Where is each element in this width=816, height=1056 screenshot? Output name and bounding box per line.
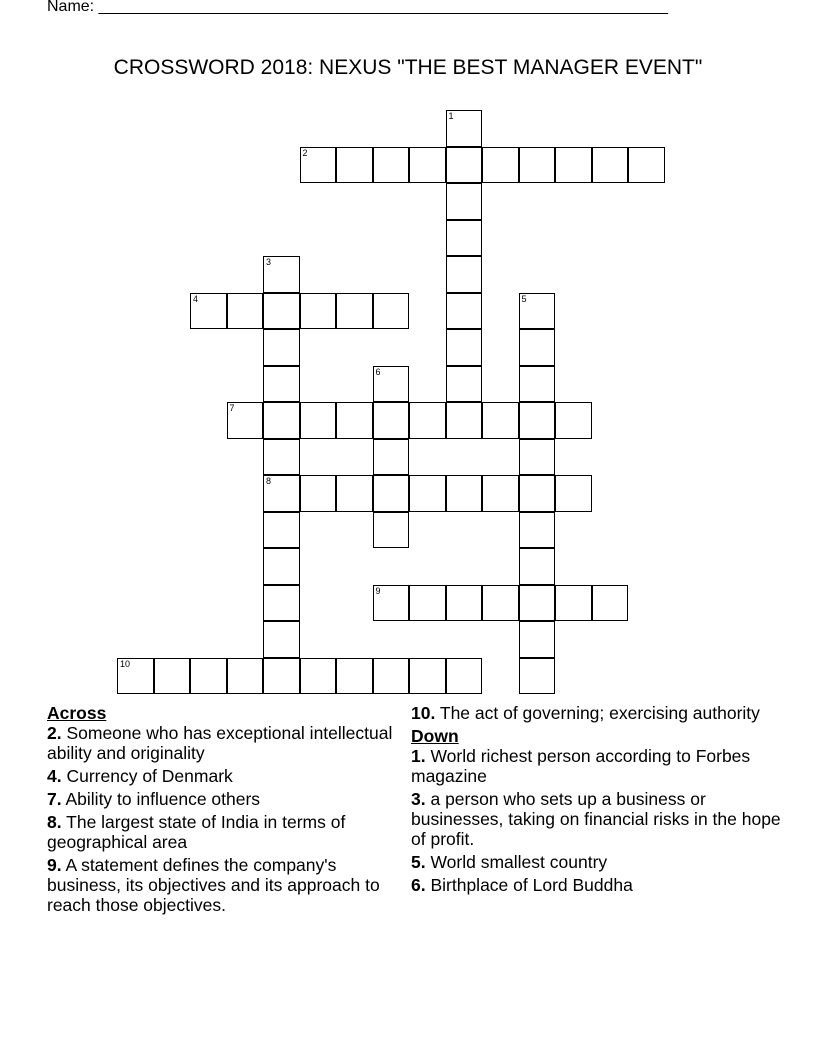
crossword-cell[interactable] [519,329,556,366]
crossword-cell[interactable] [300,147,337,184]
clue-number: 1. [411,746,426,766]
crossword-cell[interactable] [300,475,337,512]
clue-item [47,855,407,915]
crossword-cell[interactable] [300,402,337,439]
crossword-cell[interactable] [300,658,337,695]
crossword-cell[interactable] [446,366,483,403]
crossword-cell[interactable] [263,512,300,549]
clue-text: A statement defines the company's business, its objectives and its approach to reach those objectives. [47,855,380,915]
crossword-cell[interactable] [190,293,227,330]
crossword-cell[interactable] [409,147,446,184]
cell-number: 6 [375,366,381,377]
clue-item [47,723,407,763]
down-clue-list [411,746,781,895]
crossword-cell[interactable] [519,585,556,622]
crossword-cell[interactable] [373,475,410,512]
crossword-cell[interactable] [373,366,410,403]
crossword-cell[interactable] [373,658,410,695]
across-heading: Across [47,703,107,723]
crossword-cell[interactable] [446,183,483,220]
crossword-cell[interactable] [263,293,300,330]
crossword-cell[interactable] [519,293,556,330]
crossword-cell[interactable] [446,256,483,293]
crossword-cell[interactable] [263,329,300,366]
cell-number: 8 [266,476,272,486]
down-heading: Down [411,726,459,746]
crossword-cell[interactable] [446,585,483,622]
clue-item [411,875,781,895]
page-title: CROSSWORD 2018: NEXUS "THE BEST MANAGER EVENT" [113,56,703,79]
crossword-cell[interactable] [336,402,373,439]
crossword-cell[interactable] [409,402,446,439]
crossword-cell[interactable] [555,402,592,439]
clue-number: 10. [411,703,436,723]
cell-number: 10 [120,658,131,669]
clue-number: 6. [411,875,426,895]
clue-text: The act of governing; exercising authority [435,703,760,723]
crossword-cell[interactable] [519,621,556,658]
crossword-cell[interactable] [446,220,483,257]
crossword-cell[interactable] [409,658,446,695]
crossword-cell[interactable] [555,585,592,622]
crossword-cell[interactable] [519,475,556,512]
clue-item [47,812,407,852]
crossword-cell[interactable] [519,439,556,476]
crossword-cell[interactable] [519,402,556,439]
clues-left-column [47,703,407,918]
cell-number: 5 [521,293,527,304]
crossword-cell[interactable] [227,293,264,330]
crossword-cell[interactable] [227,402,264,439]
across-clue-list [47,723,407,915]
across-clue-list-continued [411,703,781,723]
clue-text: Ability to influence others [61,789,261,809]
clues-right-column [411,703,781,898]
clue-item [47,789,407,809]
cell-number: 7 [229,403,235,413]
clue-number: 5. [411,852,426,872]
name-field[interactable]: Name: ________________________________________________________________ [47,0,669,15]
crossword-cell[interactable] [555,475,592,512]
crossword-cell[interactable] [263,548,300,585]
crossword-cell[interactable] [373,402,410,439]
crossword-cell[interactable] [555,147,592,184]
crossword-cell[interactable] [263,439,300,476]
cell-number: 2 [302,147,308,158]
crossword-cell[interactable] [263,366,300,403]
crossword-cell[interactable] [373,293,410,330]
clue-item [47,766,407,786]
clue-text: Someone who has exceptional intellectual ability and originality [47,723,393,763]
crossword-cell[interactable] [373,512,410,549]
cell-number: 3 [266,257,272,267]
crossword-cell[interactable] [446,110,483,147]
clue-number: 3. [411,789,426,809]
clue-text: World richest person according to Forbes magazine [411,746,751,786]
crossword-cell[interactable] [482,402,519,439]
clue-number: 2. [47,723,62,743]
crossword-cell[interactable] [336,293,373,330]
crossword-cell[interactable] [482,585,519,622]
clue-item [411,746,781,786]
crossword-cell[interactable] [446,293,483,330]
crossword-cell[interactable] [263,402,300,439]
clue-number: 9. [47,855,62,875]
clue-text: a person who sets up a business or businesses, taking on financial risks in the hope of profit. [411,789,781,849]
clue-number: 4. [47,766,62,786]
crossword-cell[interactable] [482,475,519,512]
crossword-cell[interactable] [336,475,373,512]
crossword-cell[interactable] [373,147,410,184]
crossword-cell[interactable] [592,585,629,622]
crossword-cell[interactable] [446,658,483,695]
crossword-cell[interactable] [263,475,300,512]
crossword-cell[interactable] [263,256,300,293]
crossword-cell[interactable] [263,621,300,658]
crossword-cell[interactable] [190,658,227,695]
crossword-cell[interactable] [300,293,337,330]
crossword-cell[interactable] [519,658,556,695]
crossword-cell[interactable] [446,329,483,366]
crossword-cell[interactable] [117,658,154,695]
crossword-cell[interactable] [263,658,300,695]
clue-text: Birthplace of Lord Buddha [425,875,633,895]
cell-number: 9 [375,585,381,596]
crossword-cell[interactable] [519,512,556,549]
crossword-cell[interactable] [519,548,556,585]
clue-text: Currency of Denmark [61,766,233,786]
clue-item [411,852,781,872]
crossword-cell[interactable] [446,402,483,439]
clue-number: 8. [47,812,62,832]
crossword-cell[interactable] [336,147,373,184]
crossword-cell[interactable] [446,475,483,512]
crossword-cell[interactable] [628,147,665,184]
crossword-cell[interactable] [263,585,300,622]
cell-number: 1 [448,111,454,121]
crossword-cell[interactable] [446,147,483,184]
crossword-cell[interactable] [373,585,410,622]
crossword-cell[interactable] [519,147,556,184]
clue-text: The largest state of India in terms of geographical area [47,812,346,852]
crossword-cell[interactable] [409,475,446,512]
crossword-cell[interactable] [154,658,191,695]
crossword-cell[interactable] [227,658,264,695]
clue-item [411,789,781,849]
crossword-cell[interactable] [336,658,373,695]
clue-number: 7. [47,789,62,809]
clue-text: World smallest country [425,852,608,872]
crossword-cell[interactable] [373,439,410,476]
cell-number: 4 [193,293,199,304]
crossword-cell[interactable] [592,147,629,184]
crossword-cell[interactable] [519,366,556,403]
crossword-cell[interactable] [482,147,519,184]
clue-item [411,703,781,723]
crossword-cell[interactable] [409,585,446,622]
